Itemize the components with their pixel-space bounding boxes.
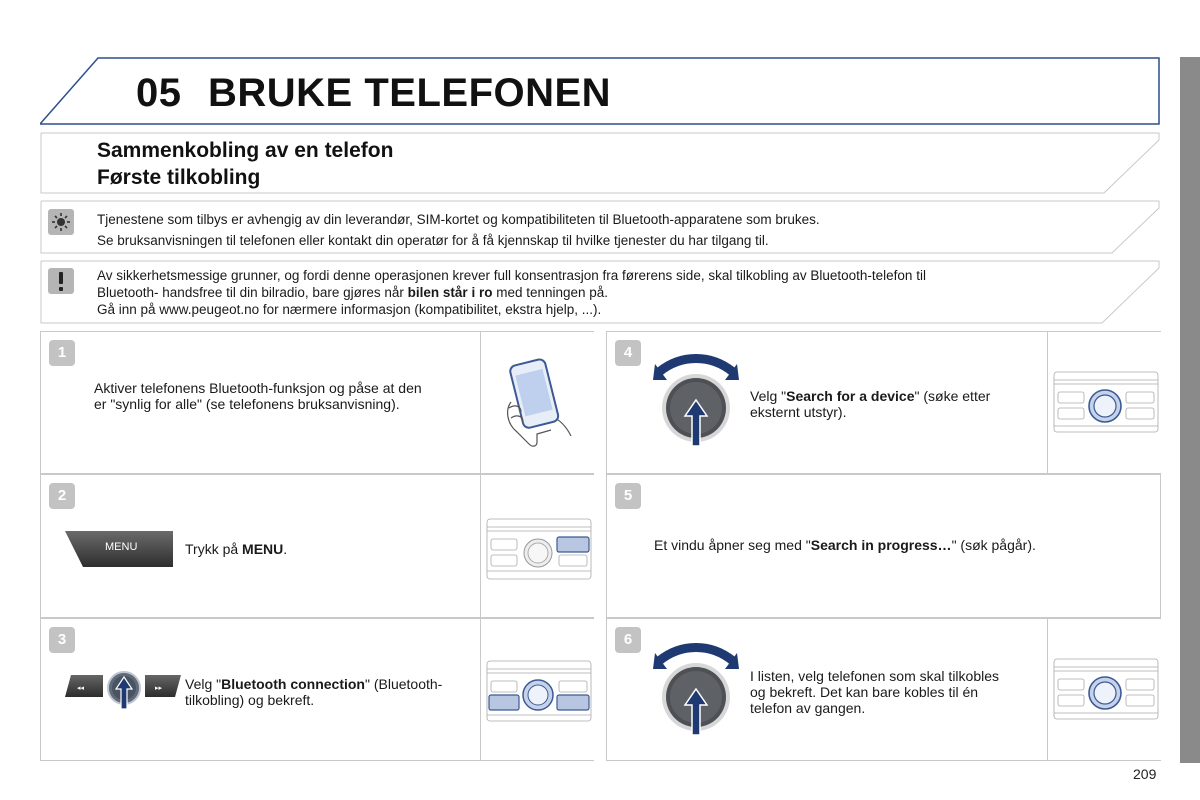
rotary-knob-press-illustration <box>653 352 739 452</box>
step-3-emphasis: Bluetooth connection <box>221 676 365 692</box>
warning-emphasis: bilen står i ro <box>407 285 493 300</box>
step-2-emphasis: MENU <box>242 541 284 557</box>
step-number-badge: 1 <box>49 340 75 366</box>
phone-in-hand-illustration <box>480 332 594 473</box>
info-note-line: Tjenestene som tilbys er avhengig av din leverandør, SIM-kortet og kompatibiliteten til Bluetooth-apparatene som brukes. <box>97 212 820 227</box>
radio-panel-knob-illustration <box>1047 332 1161 473</box>
info-note-text <box>97 209 820 251</box>
menu-button-illustration <box>65 530 175 568</box>
section-subtitle: Første tilkobling <box>97 166 261 189</box>
step-4-text: Velg "Search for a device" (søke etter eksternt utstyr). <box>750 388 991 420</box>
warning-note <box>40 260 1160 324</box>
step-1-card <box>40 331 594 474</box>
radio-panel-knob-illustration <box>1047 619 1161 760</box>
step-number-badge: 3 <box>49 627 75 653</box>
step-5-card <box>606 474 1161 618</box>
step-4-card <box>606 331 1161 474</box>
step-3-card <box>40 618 594 761</box>
section-title-box <box>40 132 1160 194</box>
navigate-buttons-illustration <box>61 669 187 715</box>
step-6-text: I listen, velg telefonen som skal tilkobles og bekreft. Det kan bare kobles til én telefon av gangen. <box>750 668 1000 716</box>
info-light-icon <box>48 209 74 235</box>
step-number-badge: 2 <box>49 483 75 509</box>
info-note <box>40 200 1160 254</box>
step-4-emphasis: Search for a device <box>786 388 915 404</box>
svg-text:▸▸: ▸▸ <box>155 684 163 692</box>
page-number: 209 <box>1133 766 1157 782</box>
chapter-number: 05 <box>136 71 182 115</box>
warning-note-text <box>97 267 926 318</box>
step-3-text: Velg "Bluetooth connection" (Bluetooth-tilkobling) og bekreft. <box>185 676 443 708</box>
step-5-text: Et vindu åpner seg med "Search in progress…" (søk pågår). <box>654 537 1036 553</box>
step-1-text: Aktiver telefonens Bluetooth-funksjon og påse at den er "synlig for alle" (se telefonens bruksanvisning). <box>94 380 422 412</box>
step-number-badge: 4 <box>615 340 641 366</box>
rotary-knob-turn-press-illustration <box>653 641 739 741</box>
step-5-emphasis: Search in progress… <box>810 537 952 553</box>
radio-panel-menu-illustration <box>480 475 594 617</box>
step-number-badge: 5 <box>615 483 641 509</box>
step-number-badge: 6 <box>615 627 641 653</box>
warning-exclamation-icon <box>48 268 74 294</box>
chapter-header <box>40 57 1160 125</box>
warning-note-line: Bluetooth- handsfree til din bilradio, bare gjøres når bilen står i ro med tenningen på. <box>97 285 609 300</box>
warning-note-line: Gå inn på www.peugeot.no for nærmere informasjon (kompatibilitet, ekstra hjelp, ...). <box>97 302 602 317</box>
svg-text:◂◂: ◂◂ <box>77 684 85 692</box>
step-2-card <box>40 474 594 618</box>
radio-panel-navigate-illustration <box>480 619 594 760</box>
step-2-text: Trykk på MENU. <box>185 541 288 557</box>
warning-note-line: Av sikkerhetsmessige grunner, og fordi denne operasjonen krever full konsentrasjon fra førerens side, skal tilkobling av Bluetooth-telefon til <box>97 268 926 283</box>
step-6-card <box>606 618 1161 761</box>
chapter-side-tab <box>1180 57 1200 763</box>
menu-button-label: MENU <box>105 541 138 553</box>
section-title: Sammenkobling av en telefon <box>97 139 394 162</box>
info-note-line: Se bruksanvisningen til telefonen eller kontakt din operatør for å få kjennskap til hvilke tjenester du har tilgang til. <box>97 233 769 248</box>
chapter-title: BRUKE TELEFONEN <box>208 71 612 115</box>
